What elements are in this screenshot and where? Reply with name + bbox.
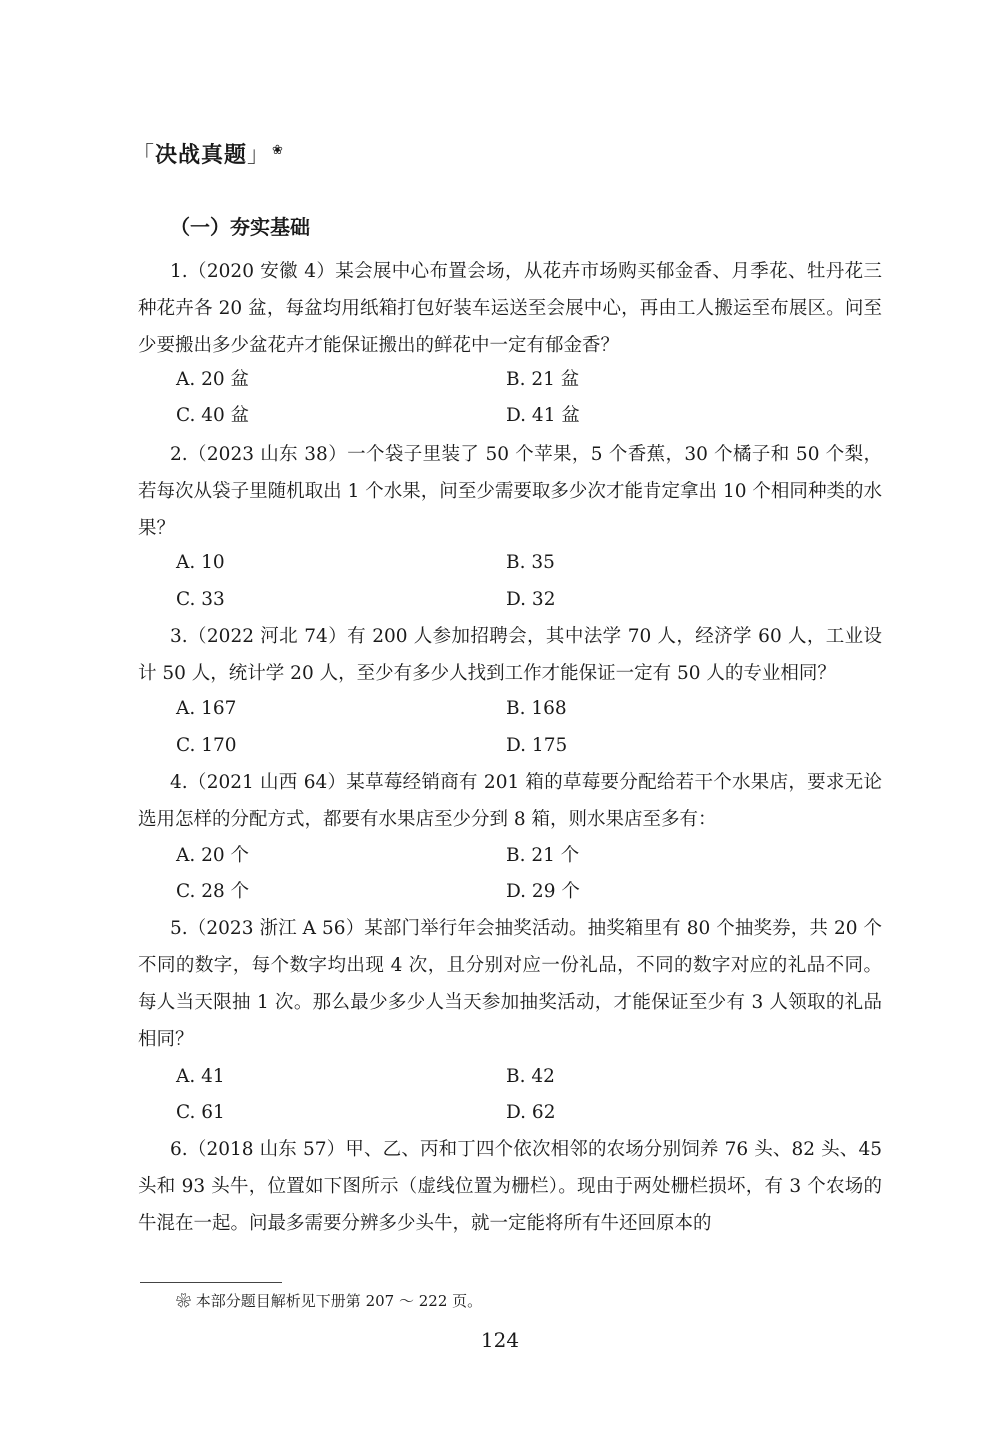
question-3-option-b: B. 168 — [506, 698, 567, 719]
question-1 — [138, 253, 882, 364]
page-number: 124 — [480, 1328, 520, 1352]
footnote-mark-icon: ❀ — [176, 1292, 192, 1310]
question-5 — [138, 910, 882, 1058]
question-5-option-d: D. 62 — [506, 1102, 556, 1123]
section-title-text: 决战真题 — [155, 143, 248, 168]
question-4-option-d: D. 29 个 — [506, 881, 580, 902]
open-bracket: 「 — [132, 143, 156, 168]
question-3 — [138, 618, 882, 692]
footnote-divider — [140, 1282, 282, 1283]
question-3-option-d: D. 175 — [506, 735, 568, 756]
footnote-mark-icon: ❀ — [272, 142, 284, 158]
question-5-text: 5.（2023 浙江 A 56）某部门举行年会抽奖活动。抽奖箱里有 80 个抽奖券，共 20 个不同的数字，每个数字均出现 4 次，且分别对应一份礼品，不同的数字对应的礼品不同。每人当天限抽 1 次。那么最少多少人当天参加抽奖活动，才能保证至少有 3 人领取的礼品相同？ — [138, 918, 882, 1050]
question-2-text: 2.（2023 山东 38）一个袋子里装了 50 个苹果，5 个香蕉，30 个橘子和 50 个梨，若每次从袋子里随机取出 1 个水果，问至少需要取多少次才能肯定拿出 10 个相同种类的水果？ — [138, 444, 882, 539]
footnote — [176, 1290, 482, 1311]
question-4-option-b: B. 21 个 — [506, 845, 580, 866]
question-5-option-b: B. 42 — [506, 1066, 555, 1087]
question-1-option-a: A. 20 盆 — [176, 369, 250, 390]
question-1-text: 1.（2020 安徽 4）某会展中心布置会场，从花卉市场购买郁金香、月季花、牡丹花三种花卉各 20 盆，每盆均用纸箱打包好装车运送至会展中心，再由工人搬运至布展区。问至少要搬出多少盆花卉才能保证搬出的鲜花中一定有郁金香？ — [138, 261, 882, 356]
question-2 — [138, 436, 882, 547]
question-5-option-c: C. 61 — [176, 1102, 225, 1123]
question-4-option-a: A. 20 个 — [176, 845, 250, 866]
question-3-option-a: A. 167 — [176, 698, 237, 719]
question-6 — [138, 1131, 882, 1242]
question-2-option-d: D. 32 — [506, 589, 556, 610]
question-4 — [138, 764, 882, 838]
question-4-option-c: C. 28 个 — [176, 881, 250, 902]
question-2-option-b: B. 35 — [506, 552, 555, 573]
question-6-text: 6.（2018 山东 57）甲、乙、丙和丁四个依次相邻的农场分别饲养 76 头、82 头、45 头和 93 头牛，位置如下图所示（虚线位置为栅栏）。现由于两处栅栏损坏，有 3 个农场的牛混在一起。问最多需要分辨多少头牛，就一定能将所有牛还回原本的 — [138, 1139, 882, 1234]
section-heading — [132, 138, 284, 169]
subsection-heading: （一）夯实基础 — [170, 215, 310, 239]
question-1-option-c: C. 40 盆 — [176, 405, 250, 426]
footnote-text: 本部分题目解析见下册第 207 ～ 222 页。 — [195, 1292, 483, 1310]
question-5-option-a: A. 41 — [176, 1066, 225, 1087]
question-2-option-a: A. 10 — [176, 552, 225, 573]
question-1-option-b: B. 21 盆 — [506, 369, 580, 390]
close-bracket: 」 — [247, 143, 271, 168]
question-1-option-d: D. 41 盆 — [506, 405, 580, 426]
question-4-text: 4.（2021 山西 64）某草莓经销商有 201 箱的草莓要分配给若干个水果店，要求无论选用怎样的分配方式，都要有水果店至少分到 8 箱，则水果店至多有： — [138, 772, 882, 830]
question-2-option-c: C. 33 — [176, 589, 225, 610]
question-3-text: 3.（2022 河北 74）有 200 人参加招聘会，其中法学 70 人，经济学 60 人，工业设计 50 人，统计学 20 人，至少有多少人找到工作才能保证一定有 50 人的专业相同？ — [138, 626, 882, 684]
question-3-option-c: C. 170 — [176, 735, 237, 756]
